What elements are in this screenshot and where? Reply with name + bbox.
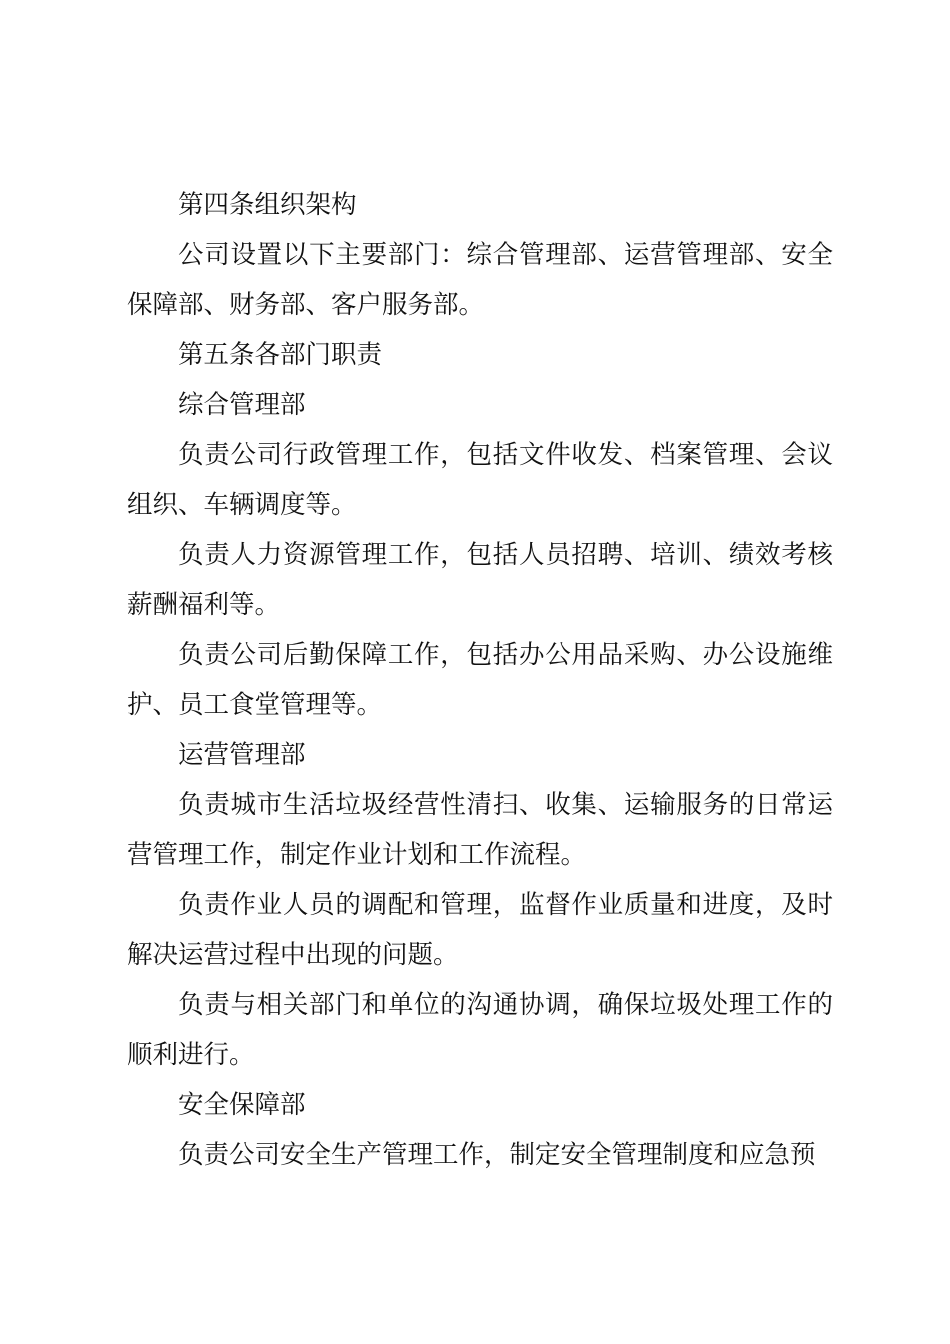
subheading-operations-management: 运营管理部: [178, 740, 306, 770]
subheading-safety-department: 安全保障部: [178, 1090, 306, 1120]
subheading-general-management: 综合管理部: [178, 390, 306, 420]
paragraph-admin-duties: 负责公司行政管理工作，包括文件收发、档案管理、会议组织、车辆调度等。: [127, 440, 833, 520]
section-heading-article-4: 第四条组织架构: [178, 190, 357, 220]
paragraph-safety-duties: 负责公司安全生产管理工作，制定安全管理制度和应急预: [178, 1140, 816, 1170]
paragraph-logistics-duties: 负责公司后勤保障工作，包括办公用品采购、办公设施维护、员工食堂管理等。: [127, 640, 833, 720]
paragraph-staff-duties: 负责作业人员的调配和管理，监督作业质量和进度，及时解决运营过程中出现的问题。: [127, 890, 833, 970]
paragraph-coordination-duties: 负责与相关部门和单位的沟通协调，确保垃圾处理工作的顺利进行。: [127, 990, 833, 1070]
paragraph-hr-duties: 负责人力资源管理工作，包括人员招聘、培训、绩效考核薪酬福利等。: [127, 540, 833, 620]
paragraph-departments-list: 公司设置以下主要部门：综合管理部、运营管理部、安全保障部、财务部、客户服务部。: [127, 240, 833, 320]
document-body: [127, 180, 833, 1180]
section-heading-article-5: 第五条各部门职责: [178, 340, 383, 370]
paragraph-operations-duties: 负责城市生活垃圾经营性清扫、收集、运输服务的日常运营管理工作，制定作业计划和工作流程。: [127, 790, 833, 870]
